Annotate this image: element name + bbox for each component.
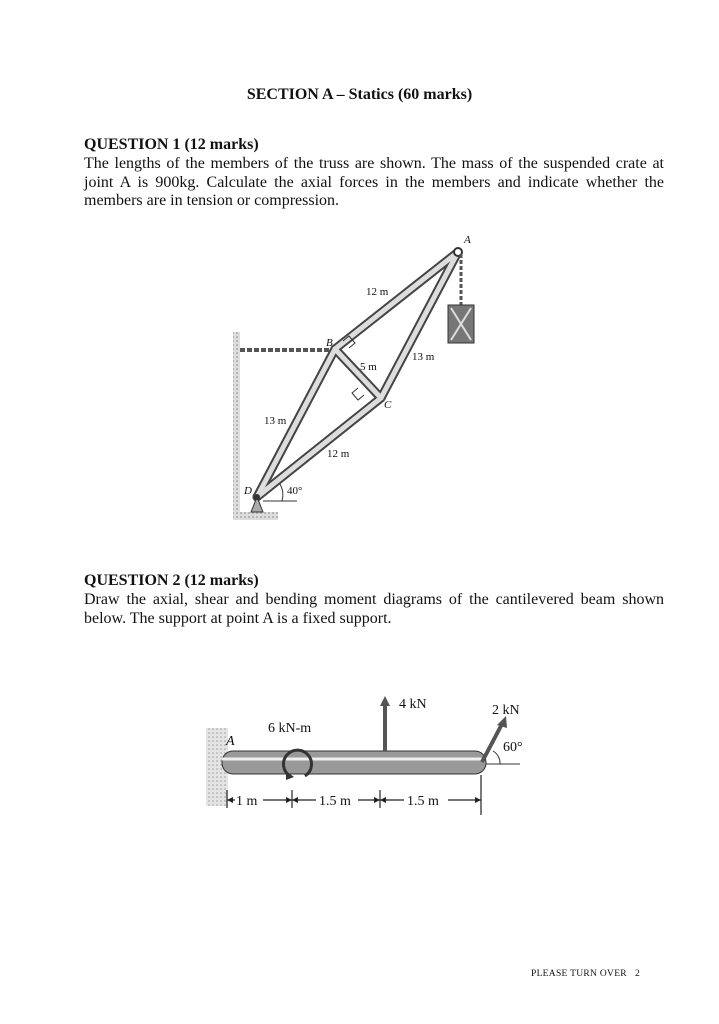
page-number: 2	[634, 969, 641, 979]
member-ac-length: 13 m	[412, 351, 435, 363]
dimension-1m: 1 m	[236, 794, 258, 809]
joint-c-label: C	[384, 399, 392, 411]
beam	[222, 751, 486, 774]
ground	[233, 512, 278, 520]
question-2-text: Draw the axial, shear and bending moment diagrams of the cantilevered beam shown below. The support at point A is a fixed support.	[84, 591, 664, 627]
question-2-heading: QUESTION 2 (12 marks)	[84, 572, 259, 589]
angle-60-label: 60°	[503, 740, 523, 755]
member-bd-length: 13 m	[264, 415, 287, 427]
member-bc-length: 5 m	[360, 361, 377, 373]
wall	[233, 332, 240, 517]
footer	[531, 969, 640, 979]
footer-text: PLEASE TURN OVER	[531, 969, 627, 979]
member-cd-length: 12 m	[327, 448, 350, 460]
question-1-heading: QUESTION 1 (12 marks)	[84, 136, 259, 153]
section-title: SECTION A – Statics (60 marks)	[246, 86, 473, 103]
dimension-lines	[227, 775, 481, 815]
angle-label: 40°	[287, 485, 303, 497]
right-angle-mark	[352, 388, 364, 400]
dimension-1.5m-a: 1.5 m	[319, 794, 351, 809]
support-a-label: A	[226, 734, 235, 749]
member-ab-length: 12 m	[366, 286, 389, 298]
moment-label: 6 kN-m	[268, 721, 312, 736]
joint-a-label: A	[464, 234, 471, 246]
joint-d-label: D	[244, 485, 252, 497]
force-2kn-label: 2 kN	[492, 703, 520, 718]
dimension-1.5m-b: 1.5 m	[407, 794, 439, 809]
joint-b-label: B	[326, 337, 333, 349]
question-1-text: The lengths of the members of the truss are shown. The mass of the suspended crate at joint A is 900kg. Calculate the axial forces in the members and indicate whether the members are in tension or compression.	[84, 155, 664, 209]
force-4kn-label: 4 kN	[399, 697, 427, 712]
